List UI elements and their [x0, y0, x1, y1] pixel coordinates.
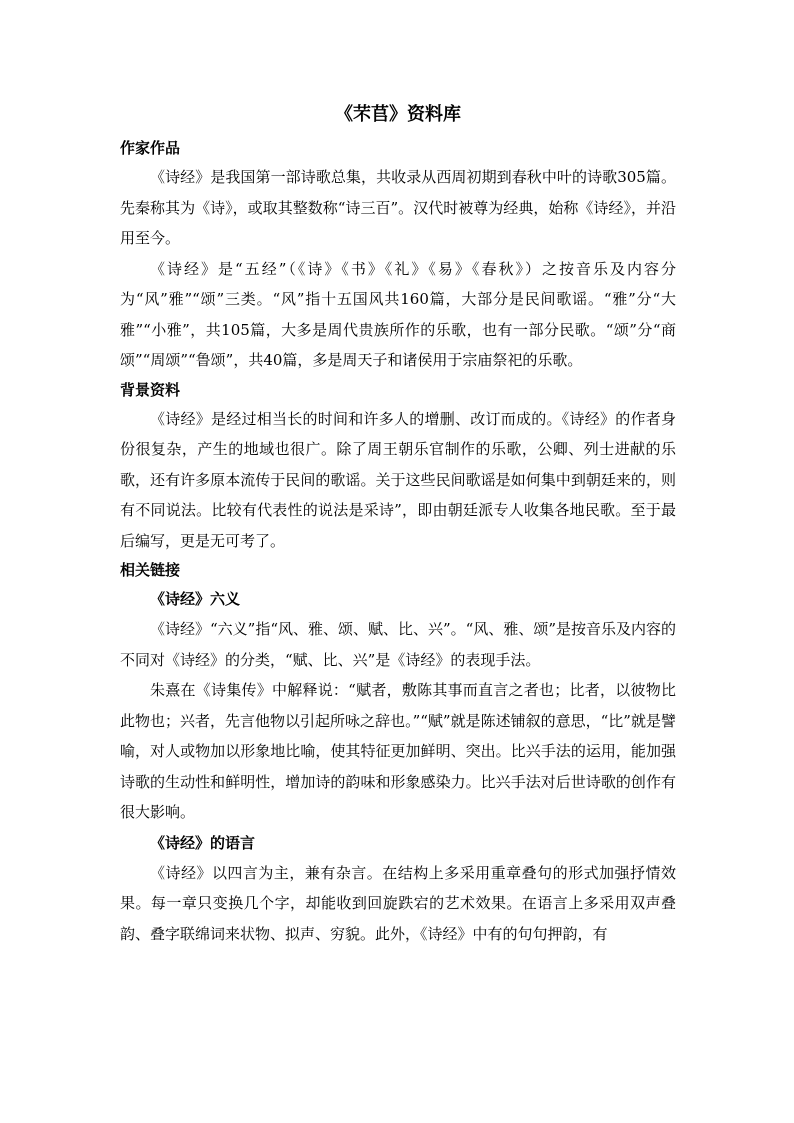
works-paragraph-1: 《诗经》是我国第一部诗歌总集，共收录从西周初期到春秋中叶的诗歌305篇。先秦称其为《诗》，或取其整数称“诗三百”。汉代时被尊为经典，始称《诗经》，并沿用至今。 [120, 168, 676, 247]
language-paragraph-1: 《诗经》以四言为主，兼有杂言。在结构上多采用重章叠句的形式加强抒情效果。每一章只变换几个字，却能收到回旋跌宕的艺术效果。在语言上多采用双声叠韵、叠字联绵词来状物、拟声、穷貌。此外，《诗经》中有的句句押韵，有 [120, 863, 676, 943]
section-heading-works: 作家作品 [120, 139, 181, 157]
document-content [120, 100, 676, 949]
document-title: 《芣苢》资料库 [335, 104, 461, 125]
subsection-heading-six-principles: 《诗经》六义 [150, 590, 241, 608]
works-paragraph-2: 《诗经》是“五经”（《诗》《书》《礼》《易》《春秋》）之按音乐及内容分为“风”雅”“颂”三类。“风”指十五国风共160篇，大部分是民间歌谣。“雅”分“大雅”“小雅”，共105篇，大多是周代贵族所作的乐歌，也有一部分民歌。“颂”分“商颂”“周颂”“鲁颂”，共40篇，多是周天子和诸侯用于宗庙祭祀的乐歌。 [120, 259, 676, 369]
subsection-heading-language: 《诗经》的语言 [150, 833, 256, 852]
section-heading-background: 背景资料 [120, 380, 181, 399]
six-principles-paragraph-1: 《诗经》“六义”指“风、雅、颂、赋、比、兴”。“风、雅、颂”是按音乐及内容的不同对《诗经》的分类，“赋、比、兴”是《诗经》的表现手法。 [120, 620, 677, 669]
background-paragraph-1: 《诗经》是经过相当长的时间和许多人的增删、改订而成的。《诗经》的作者身份很复杂，产生的地域也很广。除了周王朝乐官制作的乐歌，公卿、列士进献的乐歌，还有许多原本流传于民间的歌谣。关于这些民间歌谣是如何集中到朝廷来的，则有不同说法。比较有代表性的说法是采诗”，即由朝廷派专人收集各地民歌。至于最后编写，更是无可考了。 [120, 409, 676, 550]
section-heading-related-links: 相关链接 [120, 561, 181, 579]
six-principles-paragraph-2: 朱熹在《诗集传》中解释说：“赋者，敷陈其事而直言之者也；比者，以彼物比此物也；兴者，先言他物以引起所咏之辞也。”“赋”就是陈述铺叙的意思，“比”就是譬喻，对人或物加以形象地比喻，使其特征更加鲜明、突出。比兴手法的运用，能加强诗歌的生动性和鲜明性，增加诗的韵味和形象感染力。比兴手法对后世诗歌的创作有很大影响。 [120, 681, 676, 821]
